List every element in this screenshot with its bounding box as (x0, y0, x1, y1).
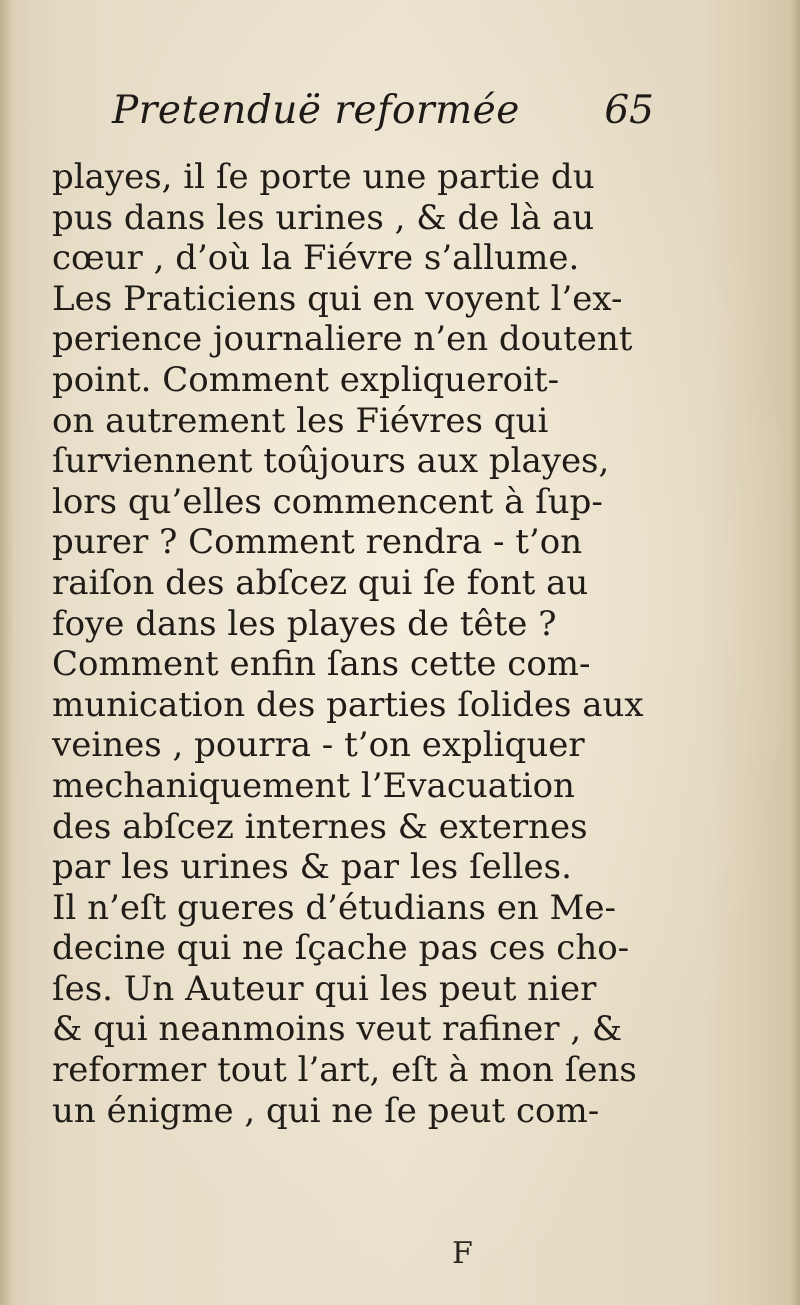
text-line: pus dans les urines , & de là au (52, 197, 595, 238)
text-line: mechaniquement l’Evacuation (52, 765, 575, 806)
text-line: & qui neanmoins veut rafiner , & (52, 1009, 623, 1050)
text-line: cœur , d’où la Fiévre s’allume. (52, 238, 580, 279)
text-line: Les Praticiens qui en voyent l’ex- (52, 278, 623, 319)
text-line: Il n’eſt gueres d’étudians en Me- (52, 887, 616, 928)
text-line: reformer tout l’art, eſt à mon ſens (52, 1050, 637, 1091)
page-number: 65 (604, 88, 654, 133)
text-line: lors qu’elles commencent à ſup- (52, 481, 603, 522)
body-text (52, 157, 658, 1131)
text-line: raiſon des abſcez qui ſe font au (52, 562, 589, 603)
text-line: perience journaliere n’en doutent (52, 319, 633, 360)
text-line: decine qui ne ſçache pas ces cho- (52, 928, 630, 969)
text-line: purer ? Comment rendra - t’on (52, 522, 583, 563)
text-line: des abſcez internes & externes (52, 806, 588, 847)
text-line: foye dans les playes de tête ? (52, 603, 557, 644)
text-line: veines , pourra - t’on expliquer (52, 725, 585, 766)
signature-mark: F (452, 1236, 473, 1271)
text-line: point. Comment expliqueroit- (52, 359, 560, 400)
text-line: munication des parties ſolides aux (52, 684, 644, 725)
text-line: par les urines & par les ſelles. (52, 847, 572, 888)
running-title: Pretenduë reformée (112, 88, 520, 133)
text-line: un énigme , qui ne ſe peut com- (52, 1090, 600, 1131)
text-line: playes, il ſe porte une partie du (52, 157, 595, 197)
text-line: ſes. Un Auteur qui les peut nier (52, 968, 597, 1009)
page-header (112, 88, 654, 150)
text-line: Comment enfin ſans cette com- (52, 644, 591, 685)
text-line: ſurviennent toûjours aux playes, (52, 441, 610, 482)
text-line: on autrement les Fiévres qui (52, 400, 549, 441)
